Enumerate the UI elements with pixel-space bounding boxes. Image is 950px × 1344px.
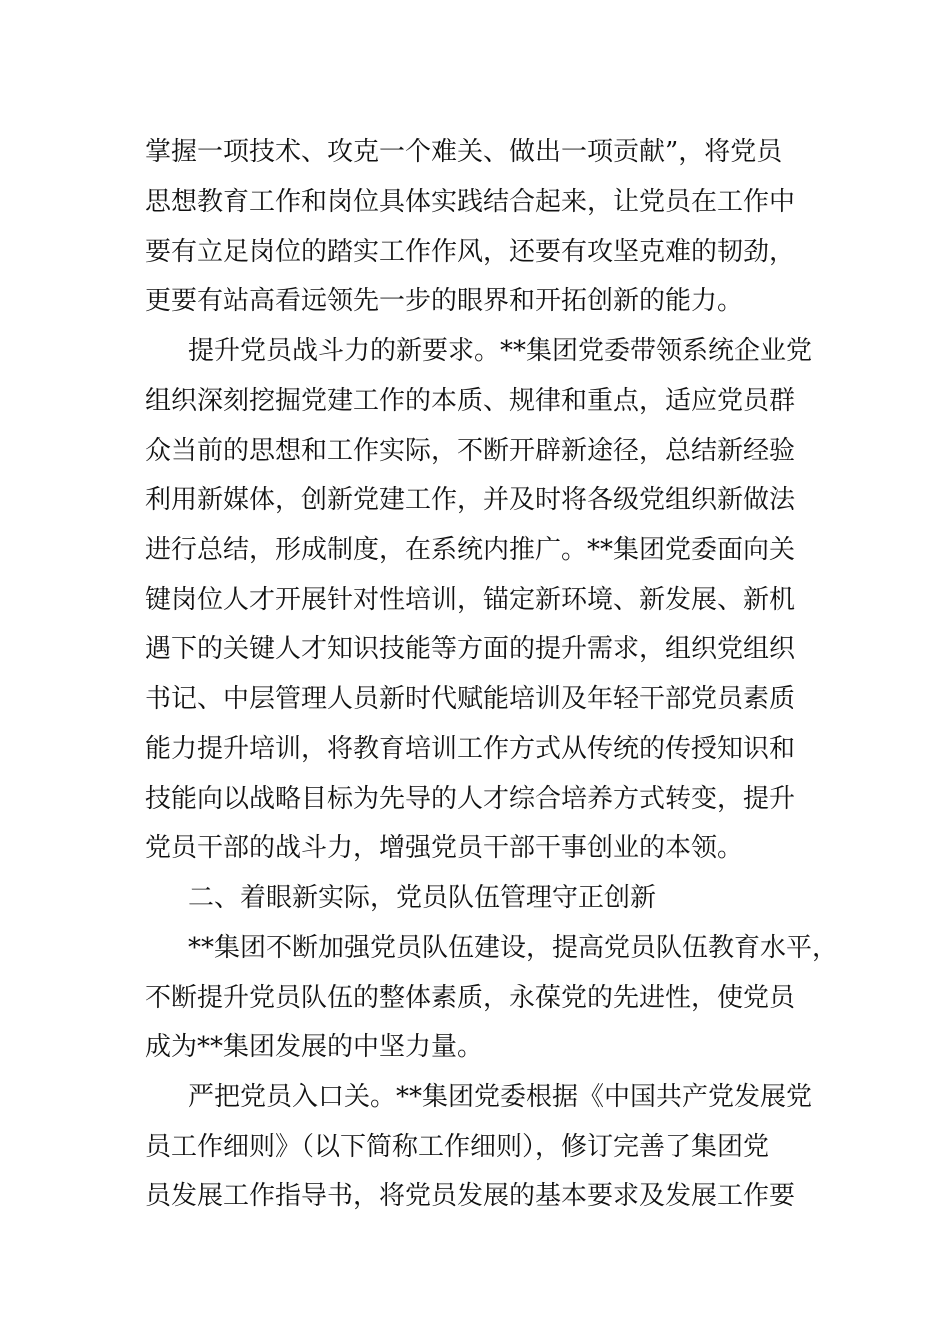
text-line: 要有立足岗位的踏实工作作风，还要有攻坚克难的韧劲， xyxy=(145,237,796,267)
section-heading: 二、着眼新实际，党员队伍管理守正创新 xyxy=(188,883,657,913)
text-line: 众当前的思想和工作实际，不断开辟新途径，总结新经验 xyxy=(145,436,796,466)
paragraph-first-line: 严把党员入口关。**集团党委根据《中国共产党发展党 xyxy=(188,1082,813,1112)
text-line: 掌握一项技术、攻克一个难关、做出一项贡献”，将党员 xyxy=(145,137,783,167)
paragraph-first-line: 提升党员战斗力的新要求。**集团党委带领系统企业党 xyxy=(188,336,813,366)
text-line: 书记、中层管理人员新时代赋能培训及年轻干部党员素质 xyxy=(145,684,796,714)
text-line: 成为**集团发展的中坚力量。 xyxy=(145,1032,484,1062)
text-line: 利用新媒体，创新党建工作，并及时将各级党组织新做法 xyxy=(145,485,796,515)
text-line: 党员干部的战斗力，增强党员干部干事创业的本领。 xyxy=(145,833,744,863)
text-line: 进行总结，形成制度，在系统内推广。**集团党委面向关 xyxy=(145,535,796,565)
text-line: 员发展工作指导书，将党员发展的基本要求及发展工作要 xyxy=(145,1181,796,1211)
text-line: 不断提升党员队伍的整体素质，永葆党的先进性，使党员 xyxy=(145,983,796,1013)
text-line: 技能向以战略目标为先导的人才综合培养方式转变，提升 xyxy=(145,784,796,814)
text-line: 遇下的关键人才知识技能等方面的提升需求，组织党组织 xyxy=(145,634,796,664)
text-line: 能力提升培训，将教育培训工作方式从传统的传授知识和 xyxy=(145,734,796,764)
text-line: 思想教育工作和岗位具体实践结合起来，让党员在工作中 xyxy=(145,187,796,217)
text-line: 组织深刻挖掘党建工作的本质、规律和重点，适应党员群 xyxy=(145,386,796,416)
paragraph-first-line: **集团不断加强党员队伍建设，提高党员队伍教育水平， xyxy=(188,933,839,963)
text-line: 更要有站高看远领先一步的眼界和开拓创新的能力。 xyxy=(145,286,744,316)
text-line: 员工作细则》（以下简称工作细则），修订完善了集团党 xyxy=(145,1132,770,1162)
text-line: 键岗位人才开展针对性培训，锚定新环境、新发展、新机 xyxy=(145,585,796,615)
